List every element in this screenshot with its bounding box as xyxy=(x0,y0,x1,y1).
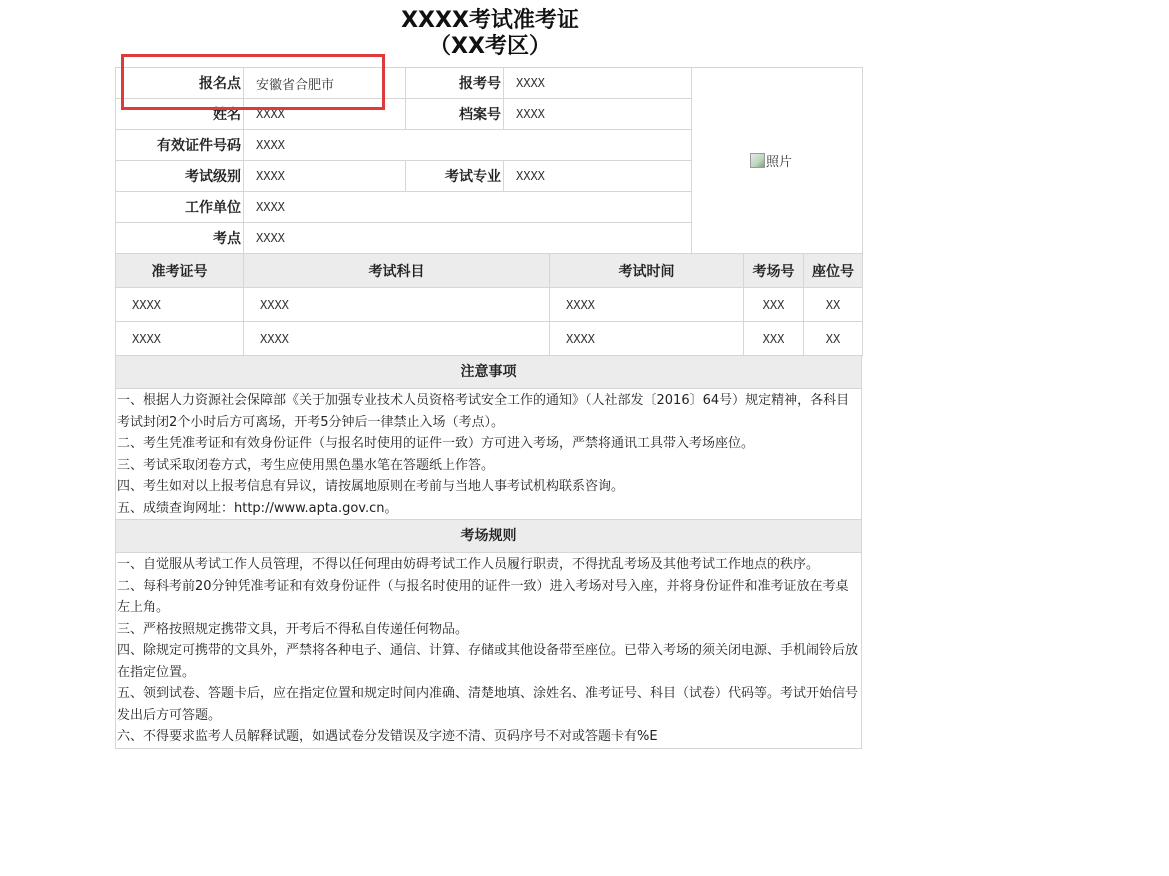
file-no-label: 档案号 xyxy=(406,99,504,130)
broken-image-icon xyxy=(750,153,765,168)
admission-ticket xyxy=(115,67,862,749)
time-cell: XXXX xyxy=(550,322,744,356)
note-item: 二、考生凭准考证和有效身份证件（与报名时使用的证件一致）方可进入考场，严禁将通讯工具带入考场座位。 xyxy=(117,436,755,451)
rule-item: 五、领到试卷、答题卡后，应在指定位置和规定时间内准确、清楚地填、涂姓名、准考证号、科目（试卷）代码等。考试开始信号发出后方可答题。 xyxy=(117,686,859,723)
candidate-info-table xyxy=(115,67,863,254)
note-item: 五、成绩查询网址：http://www.apta.gov.cn。 xyxy=(117,500,398,516)
file-no-value: XXXX xyxy=(504,99,692,130)
rules-heading: 考场规则 xyxy=(115,520,862,553)
column-header: 考试时间 xyxy=(550,254,744,288)
site-value: XXXX xyxy=(244,223,692,254)
schedule-header-row xyxy=(116,254,863,288)
major-label: 考试专业 xyxy=(406,161,504,192)
column-header: 考场号 xyxy=(744,254,804,288)
ticket-no-cell: XXXX xyxy=(116,322,244,356)
id-value: XXXX xyxy=(244,130,692,161)
employer-label: 工作单位 xyxy=(116,192,244,223)
rule-item: 一、自觉服从考试工作人员管理，不得以任何理由妨碍考试工作人员履行职责，不得扰乱考场及其他考试工作地点的秩序。 xyxy=(117,557,820,572)
notes-section xyxy=(115,389,862,520)
level-label: 考试级别 xyxy=(116,161,244,192)
rules-section xyxy=(115,553,862,749)
notes-heading: 注意事项 xyxy=(115,356,862,389)
enroll-point-value: 安徽省合肥市 xyxy=(244,68,406,99)
seat-cell: XX xyxy=(804,288,863,322)
name-value: XXXX xyxy=(244,99,406,130)
subject-cell: XXXX xyxy=(244,322,550,356)
table-row xyxy=(116,322,863,356)
subject-cell: XXXX xyxy=(244,288,550,322)
page-title xyxy=(360,8,620,60)
title-line-1: XXXX考试准考证 xyxy=(401,8,579,33)
rule-item: 六、不得要求监考人员解释试题，如遇试卷分发错误及字迹不清、页码序号不对或答题卡有%E xyxy=(117,729,658,744)
info-row xyxy=(116,68,863,99)
exam-schedule-table xyxy=(115,253,863,356)
time-cell: XXXX xyxy=(550,288,744,322)
enroll-point-label: 报名点 xyxy=(116,68,244,99)
photo-alt-text: 照片 xyxy=(766,155,793,170)
title-line-2: （XX考区） xyxy=(429,34,551,59)
room-cell: XXX xyxy=(744,322,804,356)
name-label: 姓名 xyxy=(116,99,244,130)
note-item: 三、考试采取闭卷方式，考生应使用黑色墨水笔在答题纸上作答。 xyxy=(117,457,495,473)
rule-item: 四、除规定可携带的文具外，严禁将各种电子、通信、计算、存储或其他设备带至座位。已带入考场的须关闭电源、手机闹铃后放在指定位置。 xyxy=(117,643,859,680)
site-label: 考点 xyxy=(116,223,244,254)
level-value: XXXX xyxy=(244,161,406,192)
rule-item: 三、严格按照规定携带文具，开考后不得私自传递任何物品。 xyxy=(117,621,469,637)
reg-no-label: 报考号 xyxy=(406,68,504,99)
candidate-photo xyxy=(692,68,863,254)
employer-value: XXXX xyxy=(244,192,692,223)
note-item: 四、考生如对以上报考信息有异议，请按属地原则在考前与当地人事考试机构联系咨询。 xyxy=(117,479,625,494)
ticket-no-cell: XXXX xyxy=(116,288,244,322)
column-header: 座位号 xyxy=(804,254,863,288)
major-value: XXXX xyxy=(504,161,692,192)
seat-cell: XX xyxy=(804,322,863,356)
reg-no-value: XXXX xyxy=(504,68,692,99)
column-header: 考试科目 xyxy=(244,254,550,288)
id-label: 有效证件号码 xyxy=(116,130,244,161)
column-header: 准考证号 xyxy=(116,254,244,288)
note-item: 一、根据人力资源社会保障部《关于加强专业技术人员资格考试安全工作的通知》（人社部发〔2016〕64号）规定精神，各科目考试封闭2个小时后方可离场，开考5分钟后一律禁止入场（考点）。 xyxy=(117,393,850,430)
rule-item: 二、每科考前20分钟凭准考证和有效身份证件（与报名时使用的证件一致）进入考场对号入座，并将身份证件和准考证放在考桌左上角。 xyxy=(117,578,849,615)
table-row xyxy=(116,288,863,322)
room-cell: XXX xyxy=(744,288,804,322)
